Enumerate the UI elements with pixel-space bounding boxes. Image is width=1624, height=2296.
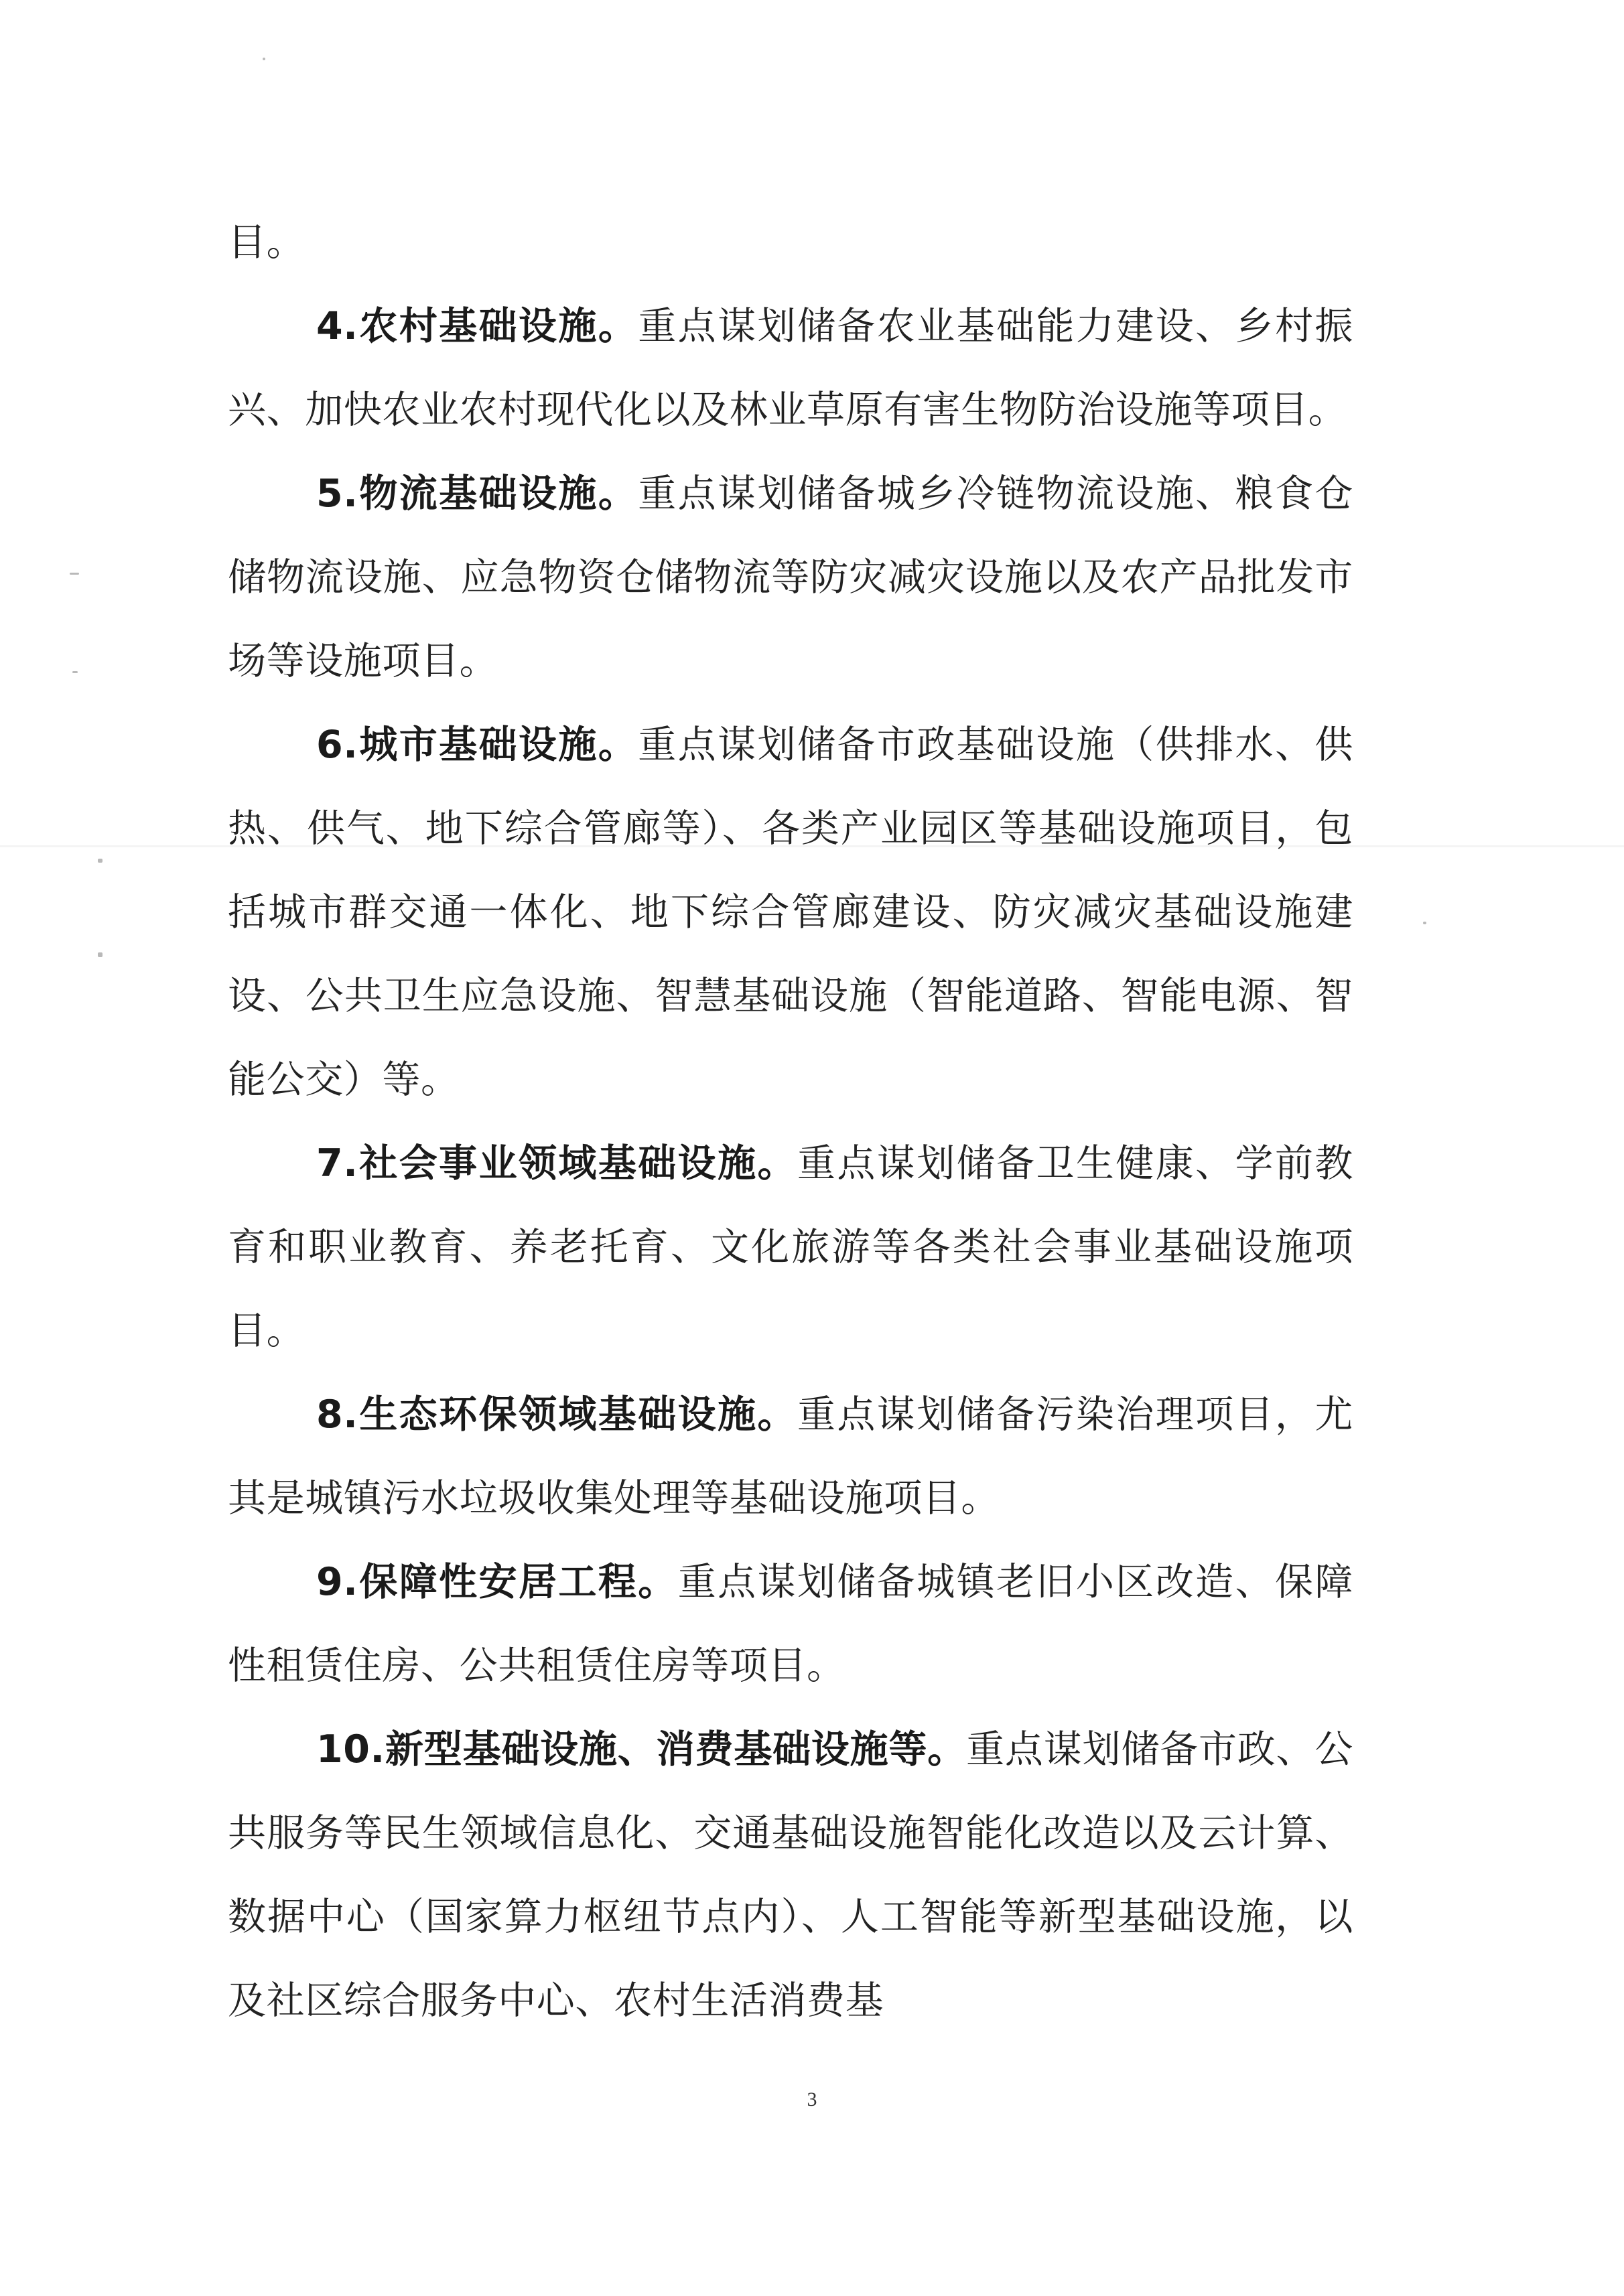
paragraph-heading: 6.城市基础设施。 bbox=[316, 723, 638, 767]
paragraph bbox=[228, 1373, 1353, 1540]
document-body bbox=[228, 201, 1353, 2043]
paragraph-text: 重点谋划储备城镇老旧小区改造、保障性租赁住房、公共租赁住房等项目。 bbox=[228, 1560, 1353, 1688]
paragraph bbox=[228, 1540, 1353, 1708]
paragraph bbox=[228, 1708, 1353, 2043]
scan-speck bbox=[98, 859, 103, 863]
scan-speck bbox=[1423, 922, 1426, 924]
paragraph-text: 重点谋划储备市政、公共服务等民生领域信息化、交通基础设施智能化改造以及云计算、数据中心（国家算力枢纽节点内）、人工智能等新型基础设施，以及社区综合服务中心、农村生活消费基 bbox=[228, 1727, 1354, 2023]
paragraph-text: 目。 bbox=[228, 220, 306, 265]
paragraph-text: 重点谋划储备农业基础能力建设、乡村振兴、加快农业农村现代化以及林业草原有害生物防治设施等项目。 bbox=[228, 304, 1353, 432]
scan-speck bbox=[72, 671, 78, 673]
paragraph-text: 重点谋划储备市政基础设施（供排水、供热、供气、地下综合管廊等）、各类产业园区等基础设施项目，包括城市群交通一体化、地下综合管廊建设、防灾减灾基础设施建设、公共卫生应急设施、智慧基础设施（智能道路、智能电源、智能公交）等。 bbox=[228, 723, 1353, 1102]
paragraph-heading: 8.生态环保领域基础设施。 bbox=[316, 1392, 797, 1437]
paragraph bbox=[228, 703, 1353, 1122]
paragraph-heading: 10.新型基础设施、消费基础设施等。 bbox=[316, 1727, 967, 1772]
paragraph-heading: 9.保障性安居工程。 bbox=[316, 1560, 678, 1604]
scan-speck bbox=[98, 952, 103, 957]
paragraph-text: 重点谋划储备卫生健康、学前教育和职业教育、养老托育、文化旅游等各类社会事业基础设施项目。 bbox=[228, 1141, 1353, 1353]
scan-speck bbox=[70, 573, 79, 575]
page-number: 3 bbox=[807, 2088, 817, 2110]
paragraph-heading: 7.社会事业领域基础设施。 bbox=[316, 1141, 797, 1186]
paragraph bbox=[228, 1122, 1353, 1373]
paragraph-heading: 4.农村基础设施。 bbox=[316, 304, 638, 348]
paragraph bbox=[228, 201, 1353, 285]
paragraph-heading: 5.物流基础设施。 bbox=[316, 472, 638, 516]
paragraph bbox=[228, 452, 1353, 703]
paragraph-text: 重点谋划储备污染治理项目，尤其是城镇污水垃圾收集处理等基础设施项目。 bbox=[228, 1392, 1353, 1520]
paragraph-text: 重点谋划储备城乡冷链物流设施、粮食仓储物流设施、应急物资仓储物流等防灾减灾设施以及农产品批发市场等设施项目。 bbox=[228, 472, 1353, 683]
scan-speck bbox=[263, 58, 265, 60]
paragraph bbox=[228, 285, 1353, 452]
